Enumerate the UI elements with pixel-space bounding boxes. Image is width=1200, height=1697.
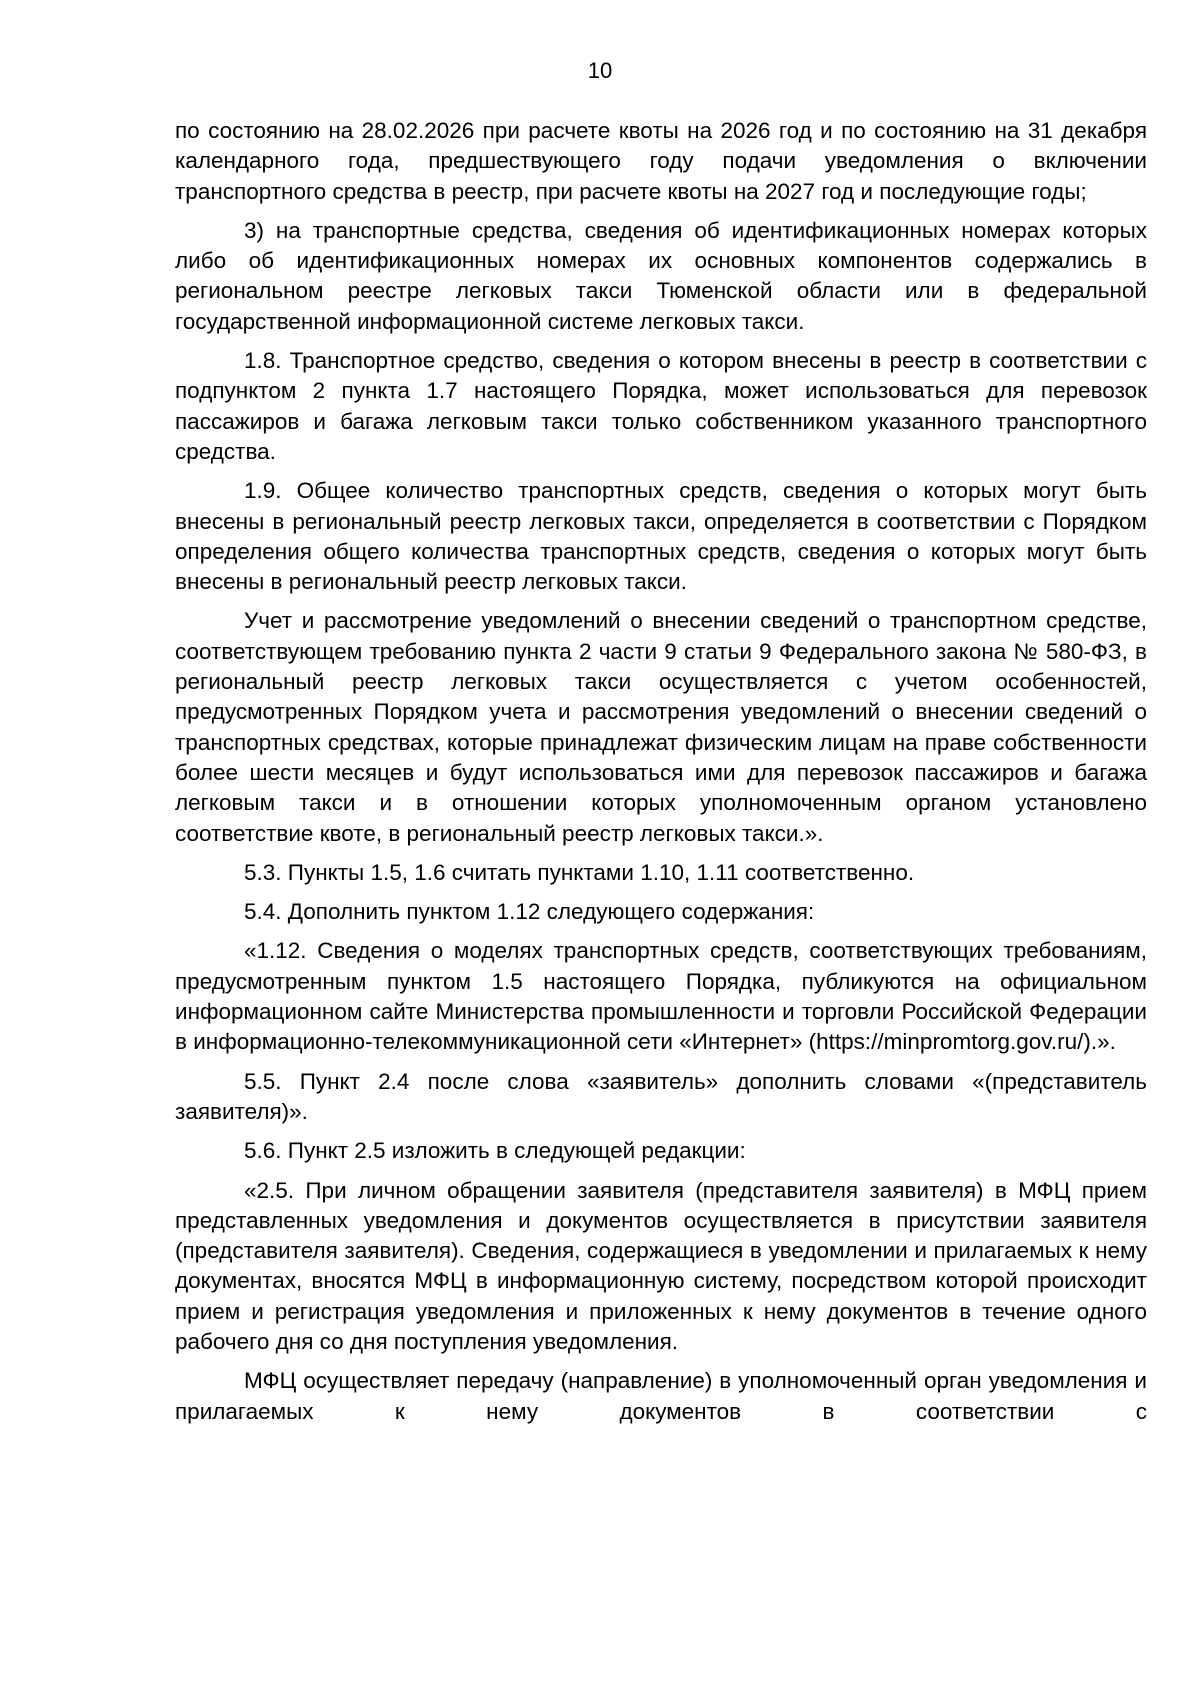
page-number: 10	[587, 58, 613, 83]
paragraph-1-8: 1.8. Транспортное средство, сведения о котором внесены в реестр в соответствии с подпунктом 2 пункта 1.7 настоящего Порядка, может использоваться для перевозок пассажиров и багажа легковым такси только собственником указанного транспортного средства.	[175, 348, 1147, 464]
document-body	[175, 116, 1147, 1436]
paragraph-2-5: «2.5. При личном обращении заявителя (представителя заявителя) в МФЦ прием представленных уведомления и документов осуществляется в присутствии заявителя (представителя заявителя). Сведения, содержащиеся в уведомлении и прилагаемых к нему документах, вносятся МФЦ в информационную систему, посредством которой происходит прием и регистрация уведомления и приложенных к нему документов в течение одного рабочего дня со дня поступления уведомления.	[175, 1177, 1147, 1354]
paragraph-1-9: 1.9. Общее количество транспортных средств, сведения о которых могут быть внесены в региональный реестр легковых такси, определяется в соответствии с Порядком определения общего количества транспортных средств, сведения о которых могут быть внесены в региональный реестр легковых такси.	[175, 478, 1147, 595]
paragraph-5-3: 5.3. Пункты 1.5, 1.6 считать пунктами 1.10, 1.11 соответственно.	[244, 859, 915, 885]
paragraph-5-6: 5.6. Пункт 2.5 изложить в следующей редакции:	[244, 1138, 746, 1164]
paragraph-notification-accounting: Учет и рассмотрение уведомлений о внесении сведений о транспортном средстве, соответствующем требованию пункта 2 части 9 статьи 9 Федерального закона № 580-ФЗ, в региональный реестр легковых такси осуществляется с учетом особенностей, предусмотренных Порядком учета и рассмотрения уведомлений о внесении сведений о транспортных средствах, которые принадлежат физическим лицам на праве собственности более шести месяцев и будут использоваться ими для перевозок пассажиров и багажа легковым такси и в отношении которых уполномоченным органом установлено соответствие квоте, в региональный реестр легковых такси.».	[175, 608, 1147, 846]
paragraph-mfc-transfer: МФЦ осуществляет передачу (направление) в уполномоченный орган уведомления и прилагаемых к нему документов в соответствии с	[175, 1368, 1147, 1424]
paragraph-continuation: по состоянию на 28.02.2026 при расчете квоты на 2026 год и по состоянию на 31 декабря календарного года, предшествующего году подачи уведомления о включении транспортного средства в реестр, при расчете квоты на 2027 год и последующие годы;	[175, 118, 1147, 204]
paragraph-item-3: 3) на транспортные средства, сведения об идентификационных номерах которых либо об идентификационных номерах их основных компонентов содержались в региональном реестре легковых такси Тюменской области или в федеральной государственной информационной системе легковых такси.	[175, 217, 1147, 334]
paragraph-5-5: 5.5. Пункт 2.4 после слова «заявитель» дополнить словами «(представитель заявителя)».	[175, 1068, 1147, 1124]
paragraph-5-4: 5.4. Дополнить пунктом 1.12 следующего содержания:	[244, 899, 815, 925]
paragraph-1-12: «1.12. Сведения о моделях транспортных средств, соответствующих требованиям, предусмотренным пунктом 1.5 настоящего Порядка, публикуются на официальном информационном сайте Министерства промышленности и торговли Российской Федерации в информационно-телекоммуникационной сети «Интернет» (https://minpromtorg.gov.ru/).».	[175, 938, 1147, 1055]
